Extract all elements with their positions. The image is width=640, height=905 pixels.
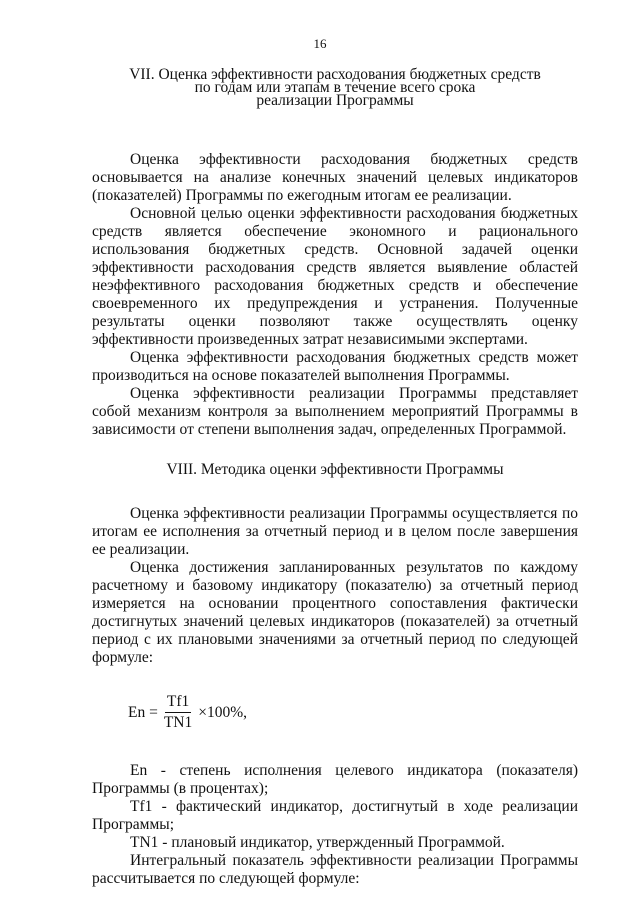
section-7-title-line: VII. Оценка эффективности расходования бюджетных средств	[129, 66, 541, 83]
formula-rhs: ×100%,	[198, 703, 248, 721]
paragraph: Оценка эффективности расходования бюджетных средств основывается на анализе конечных значений целевых индикаторов (показателей) Программы по ежегодным итогам ее реализации.	[92, 151, 578, 204]
definition-en: En - степень исполнения целевого индикатора (показателя) Программы (в процентах);	[92, 762, 578, 797]
formula-lhs: En =	[128, 703, 158, 721]
section-7-title-line: по годам или этапам в течение всего срока	[194, 79, 476, 96]
section-7-heading	[92, 68, 578, 107]
page-number: 16	[313, 36, 327, 51]
formula-en	[128, 693, 578, 732]
paragraph: Оценка достижения запланированных результатов по каждому расчетному и базовому индикатору (показателю) за отчетный период измеряется на основании процентного сопоставления фактически достигнутых значений целевых индикаторов (показателей) за отчетный период с их плановыми значениями за отчетный период по следующей формуле:	[92, 559, 578, 666]
formula-numerator: Tf1	[165, 693, 191, 713]
formula-denominator: TN1	[163, 714, 193, 731]
formula-fraction	[162, 693, 194, 732]
section-8-heading: VIII. Методика оценки эффективности Программы	[166, 461, 504, 478]
paragraph: Оценка эффективности расходования бюджетных средств может производиться на основе показателей выполнения Программы.	[92, 349, 578, 384]
document-body	[92, 68, 578, 888]
paragraph: Основной целью оценки эффективности расходования бюджетных средств является обеспечение экономного и рационального использования бюджетных средств. Основной задачей оценки эффективности расходования средств является выявление областей неэффективного расходования бюджетных средств и обеспечение своевременного их предупреждения и устранения. Полученные результаты оценки позволяют также осуществлять оценку эффективности произведенных затрат независимыми экспертами.	[92, 205, 578, 348]
definition-tf1: Tf1 - фактический индикатор, достигнутый в ходе реализации Программы;	[92, 798, 578, 833]
definition-tn1: TN1 - плановый индикатор, утвержденный Программой.	[130, 834, 505, 851]
paragraph: Оценка эффективности реализации Программы представляет собой механизм контроля за выполнением мероприятий Программы в зависимости от степени выполнения задач, определенных Программой.	[92, 385, 578, 438]
paragraph: Оценка эффективности реализации Программы осуществляется по итогам ее исполнения за отчетный период и в целом после завершения ее реализации.	[92, 505, 578, 558]
paragraph: Интегральный показатель эффективности реализации Программы рассчитывается по следующей формуле:	[92, 852, 578, 887]
section-7-title-line: реализации Программы	[256, 92, 414, 109]
